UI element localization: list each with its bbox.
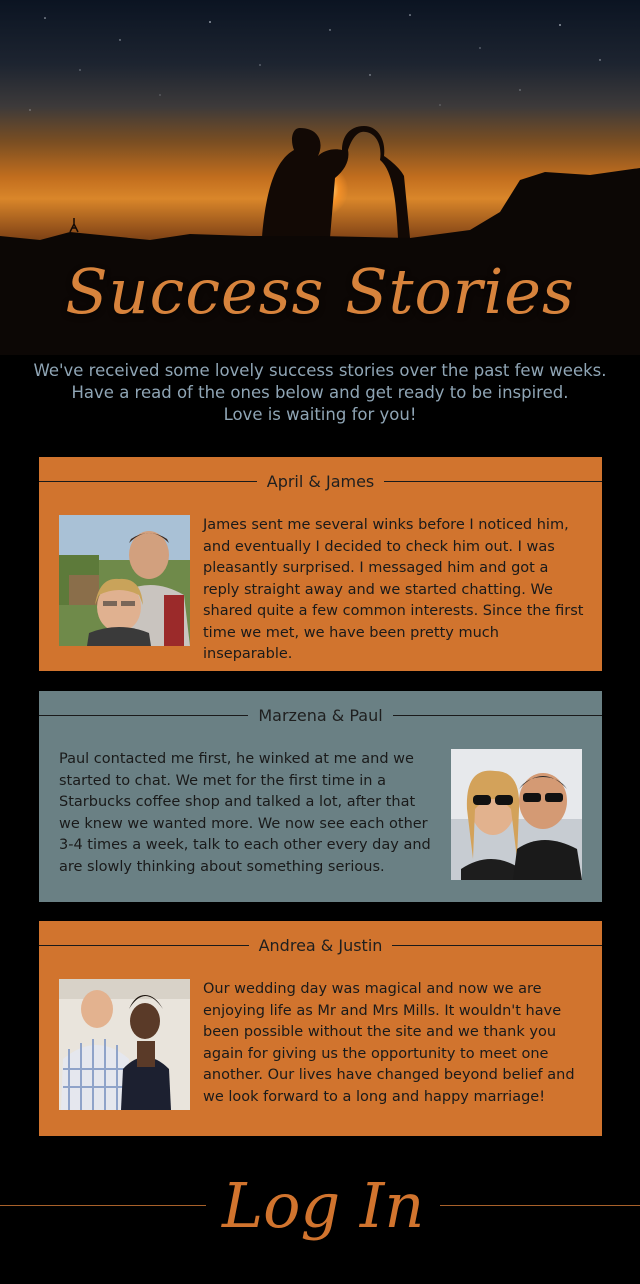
divider — [39, 945, 249, 946]
story-text: Paul contacted me first, he winked at me and we started to chat. We met for the first time in a Starbucks coffee shop and talked a lot, after that we knew we wanted more. We now see each other 3-4 times a week, talk to each other every day and are slowly thinking about something serious. — [59, 751, 431, 875]
story-names: Marzena & Paul — [258, 705, 383, 725]
login-section — [0, 1150, 640, 1260]
divider — [384, 481, 602, 482]
divider — [39, 481, 257, 482]
story-card-april-james — [39, 457, 602, 671]
couple-photo — [59, 979, 190, 1110]
story-card-andrea-justin — [39, 921, 602, 1136]
story-text: Our wedding day was magical and now we are enjoying life as Mr and Mrs Mills. It wouldn't have been possible without the site and we thank you again for giving us the opportunity to meet one another. Our lives have changed beyond belief and we look forward to a long and happy marriage! — [203, 981, 575, 1105]
couple-photo — [59, 515, 190, 646]
login-button[interactable]: Log In — [222, 1168, 425, 1242]
story-names: Andrea & Justin — [258, 935, 383, 955]
divider — [393, 715, 602, 716]
divider — [39, 715, 248, 716]
divider — [0, 1205, 206, 1206]
page-title: Success Stories — [65, 255, 575, 328]
intro-line: Have a read of the ones below and get ready to be inspired. — [71, 383, 569, 402]
divider — [392, 945, 602, 946]
story-names: April & James — [266, 471, 375, 491]
story-header — [39, 934, 602, 956]
intro-line: Love is waiting for you! — [223, 405, 417, 424]
story-text: James sent me several winks before I noticed him, and eventually I decided to check him out. I was pleasantly surprised. I messaged him and got a reply straight away and we started chatting. We shared quite a few common interests. Since the first time we met, we have been pretty much inseparable. — [203, 517, 584, 662]
story-card-marzena-paul — [39, 691, 602, 902]
story-header — [39, 704, 602, 726]
hero-banner — [0, 0, 640, 355]
intro-text — [20, 360, 620, 426]
intro-line: We've received some lovely success stories over the past few weeks. — [33, 361, 607, 380]
divider — [440, 1205, 640, 1206]
story-header — [39, 470, 602, 492]
couple-photo — [451, 749, 582, 880]
